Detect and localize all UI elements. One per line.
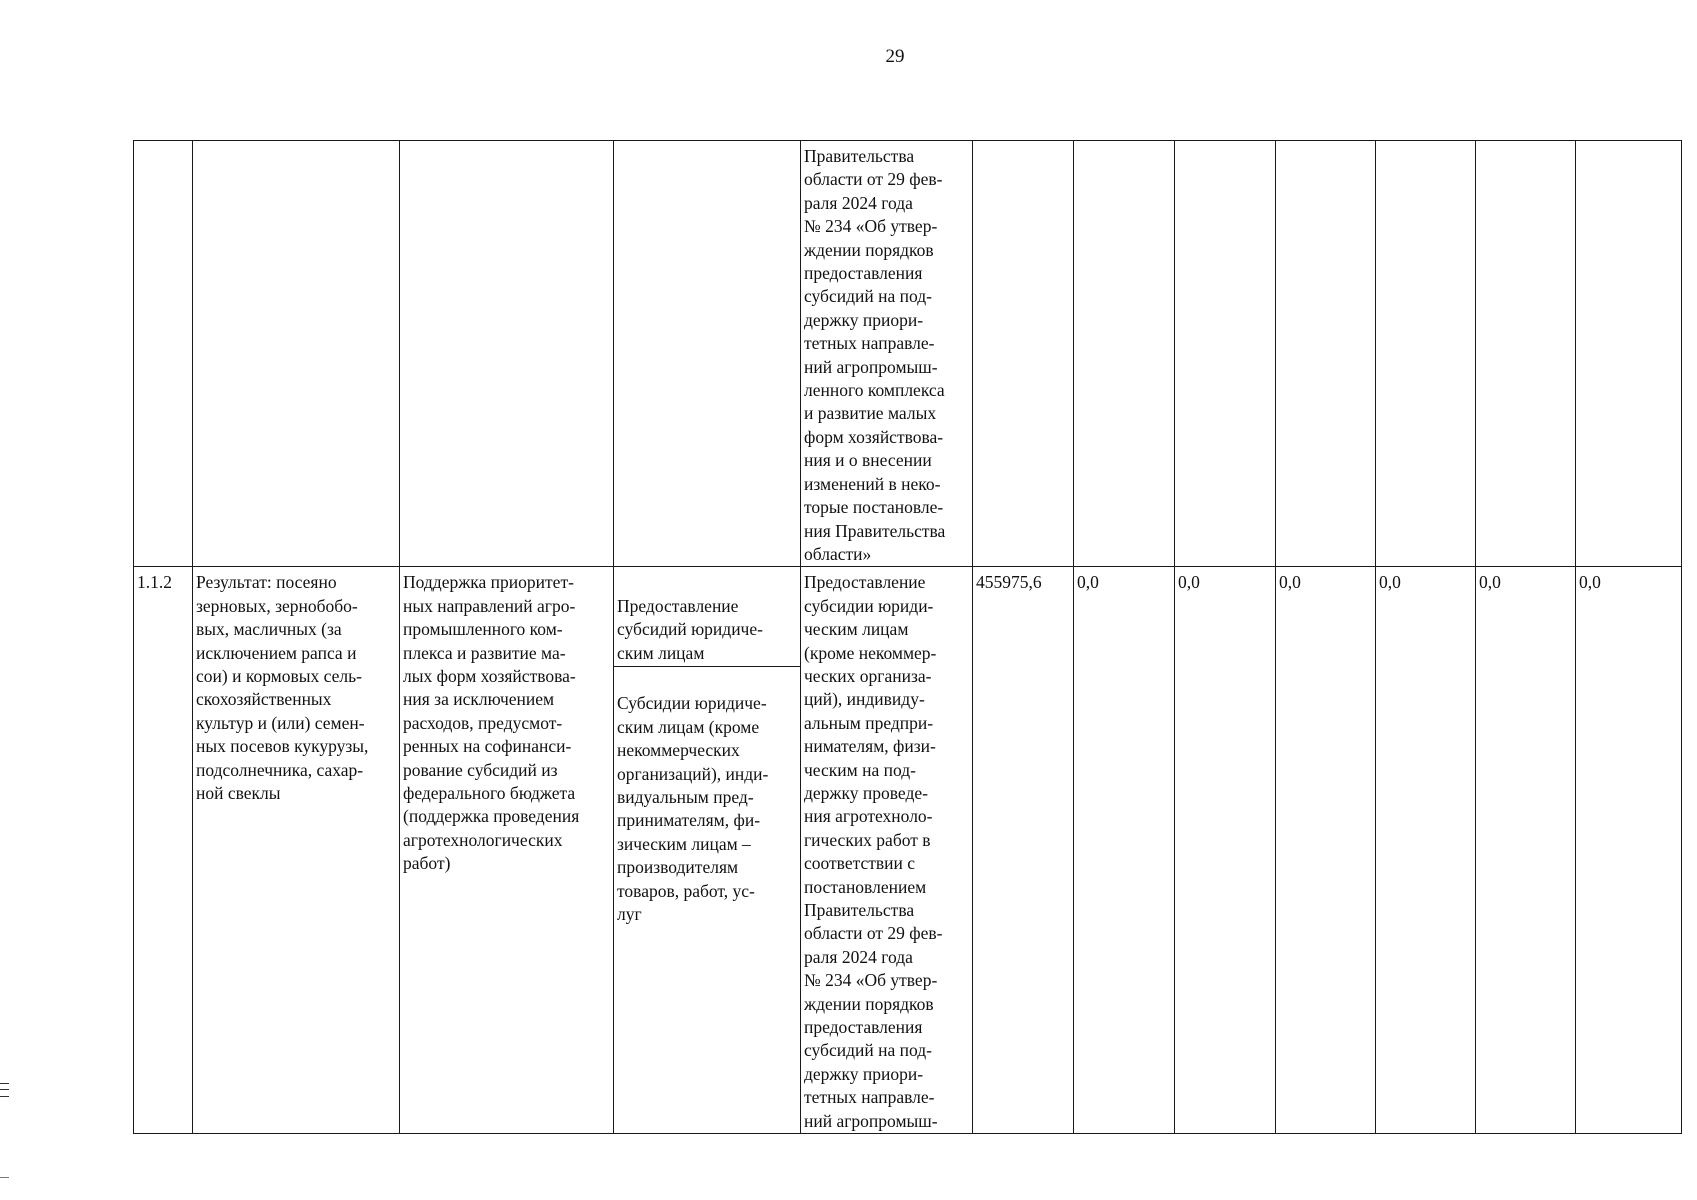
cell-value-total: 455975,6 — [973, 567, 1074, 1134]
cell-value: 0,0 — [1476, 567, 1576, 1134]
margin-mark — [0, 1083, 9, 1097]
cell-form — [614, 141, 801, 567]
cell-value — [1074, 141, 1175, 567]
cell-result: Результат: посеяно зерновых, зернобобо- вых, масличных (за исключением рапса и сои) и кормовых сель- скохозяйственных культур и (или) семен- ных посевов кукурузы, подсолнечника, сахар- ной свеклы — [193, 567, 400, 1134]
cell-legal-basis: Правительства области от 29 фев- раля 2024 года № 234 «Об утвер- ждении порядков предоставления субсидий на под- держку приори- тетных направле- ний агропромыш- ленного комплекса и развитие малых форм хозяйствова- ния и о внесении изменений в неко- торые постановле- ния Правительства области» — [801, 141, 973, 567]
page-number: 29 — [885, 46, 905, 67]
cell-value — [1175, 141, 1276, 567]
cell-value — [973, 141, 1074, 567]
cell-value — [1276, 141, 1376, 567]
program-table — [133, 140, 1682, 1134]
table-row-continuation — [134, 141, 1682, 567]
cell-value: 0,0 — [1175, 567, 1276, 1134]
cell-value: 0,0 — [1576, 567, 1682, 1134]
cell-number: 1.1.2 — [134, 567, 193, 1134]
cell-value — [1576, 141, 1682, 567]
cell-legal-basis: Предоставление субсидии юриди- ческим лицам (кроме некоммер- ческих организа- ций), индивиду- альным предпри- нимателям, физи- ческим на под- держку проведе- ния агротехноло- гических работ в соответствии с постановлением Правительства области от 29 фев- раля 2024 года № 234 «Об утвер- ждении порядков предоставления субсидий на под- держку приори- тетных направле- ний агропромыш- — [801, 567, 973, 1134]
cell-value — [1376, 141, 1476, 567]
form-subtype: Субсидии юридиче- ским лицам (кроме некоммерческих организаций), инди- видуальным пред- принимателям, фи- зическим лицам – производителям товаров, работ, ус- луг — [617, 693, 769, 924]
cell-value: 0,0 — [1376, 567, 1476, 1134]
form-type: Предоставление субсидий юридиче- ским лицам — [614, 595, 800, 667]
cell-value: 0,0 — [1276, 567, 1376, 1134]
cell-direction: Поддержка приоритет- ных направлений агро- промышленного ком- плекса и развитие ма- лых форм хозяйствова- ния за исключением расходов, предусмот- ренных на софинанси- рование субсидий из федерального бюджета (поддержка проведения агротехнологических работ) — [400, 567, 614, 1134]
margin-dash — [0, 1177, 9, 1178]
cell-result — [193, 141, 400, 567]
cell-direction — [400, 141, 614, 567]
cell-number — [134, 141, 193, 567]
cell-form — [614, 567, 801, 1134]
cell-value: 0,0 — [1074, 567, 1175, 1134]
table-row-1-1-2 — [134, 567, 1682, 1134]
cell-value — [1476, 141, 1576, 567]
